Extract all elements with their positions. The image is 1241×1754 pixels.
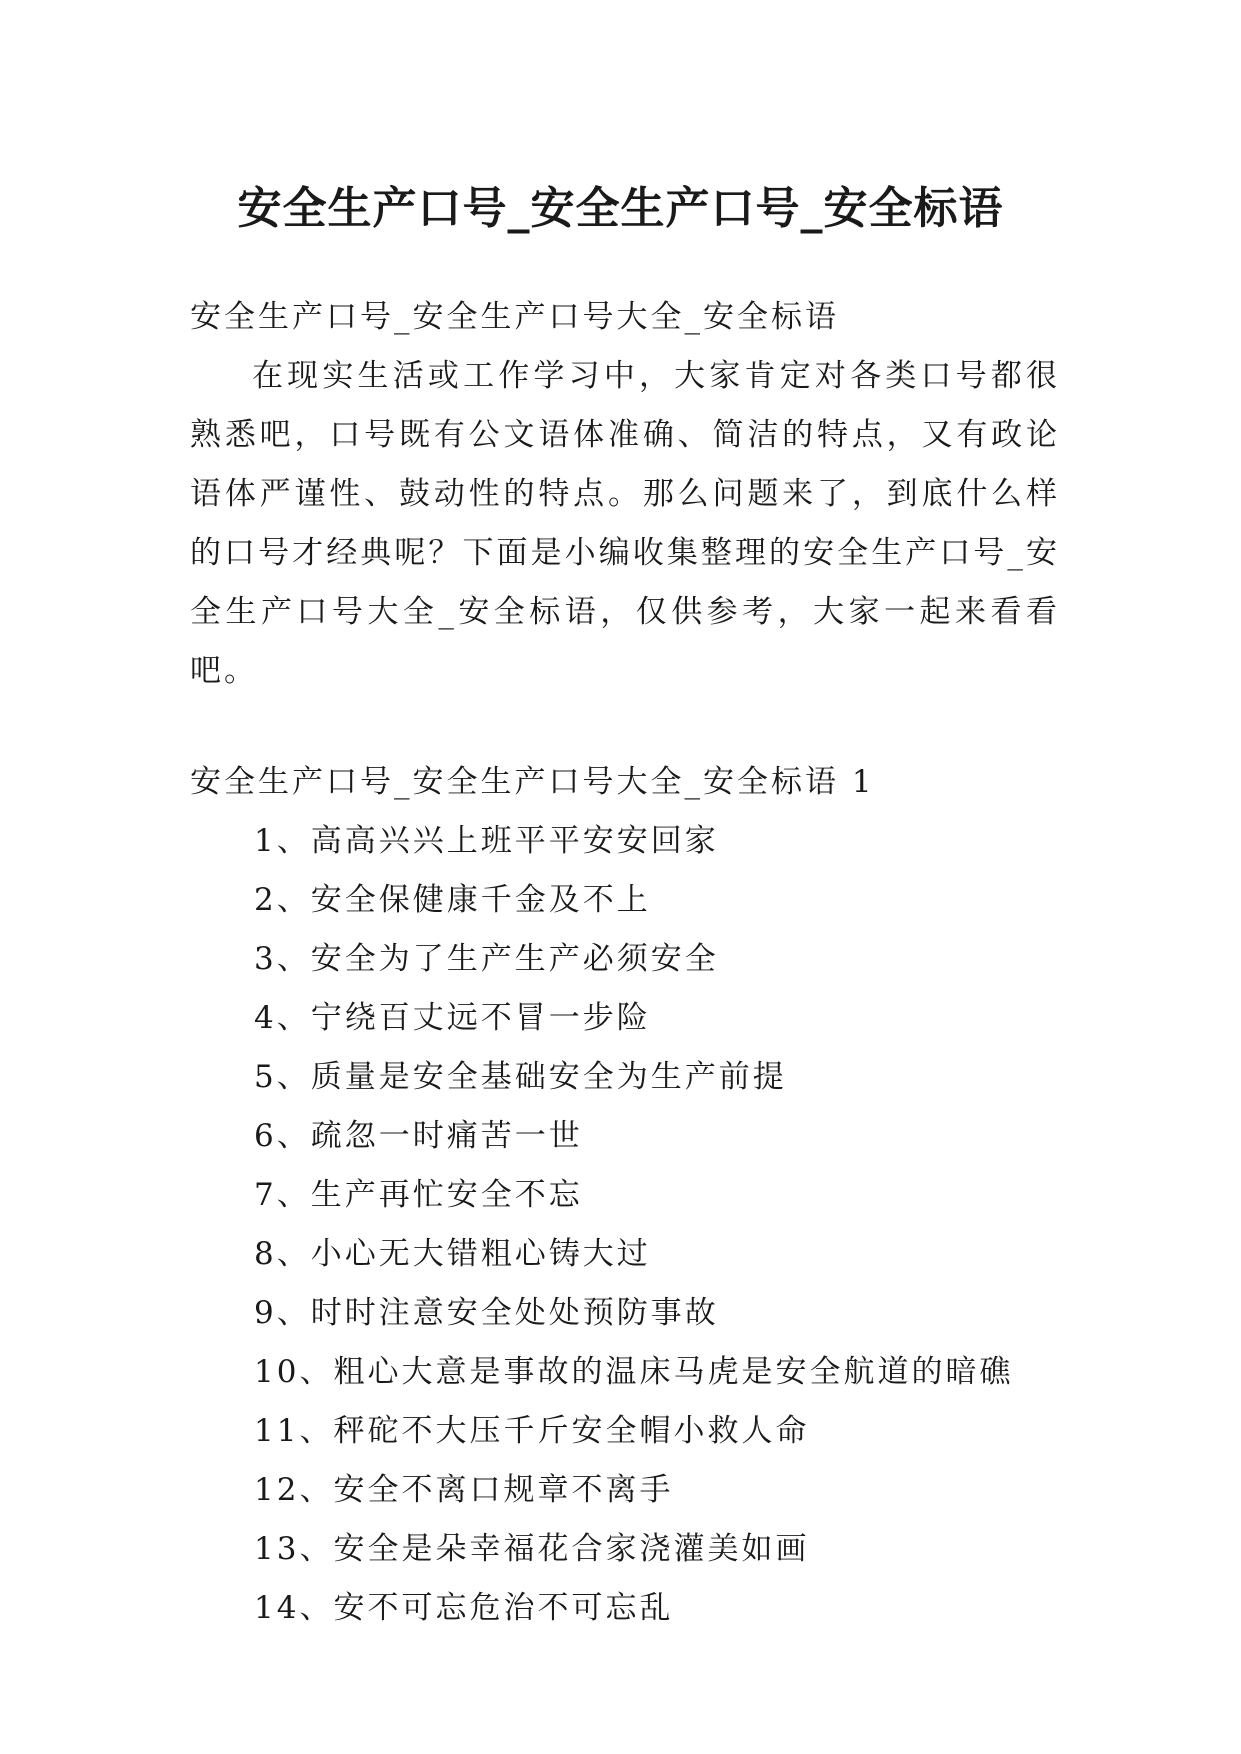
document-body [190,288,1060,1638]
slogan-item: 13、安全是朵幸福花合家浇灌美如画 [254,1531,810,1567]
document-subtitle: 安全生产口号_安全生产口号大全_安全标语 [190,299,839,335]
slogan-item: 12、安全不离口规章不离手 [254,1472,674,1508]
slogan-item: 1、高高兴兴上班平平安安回家 [254,823,719,859]
document-title: 安全生产口号_安全生产口号_安全标语 [237,183,1004,235]
slogan-item: 9、时时注意安全处处预防事故 [254,1295,719,1331]
slogan-item: 7、生产再忙安全不忘 [254,1177,583,1213]
slogan-item: 3、安全为了生产生产必须安全 [254,941,719,977]
slogan-item: 4、宁绕百丈远不冒一步险 [254,1000,651,1036]
slogan-list [190,812,1060,1638]
slogan-item: 10、粗心大意是事故的温床马虎是安全航道的暗礁 [254,1354,1014,1390]
intro-paragraph: 在现实生活或工作学习中，大家肯定对各类口号都很熟悉吧，口号既有公文语体准确、简洁的特点，又有政论语体严谨性、鼓动性的特点。那么问题来了，到底什么样的口号才经典呢？下面是小编收集整理的安全生产口号_安全生产口号大全_安全标语，仅供参考，大家一起来看看吧。 [190,358,1060,689]
slogan-item: 14、安不可忘危治不可忘乱 [254,1590,674,1626]
slogan-item: 8、小心无大错粗心铸大过 [254,1236,651,1272]
slogan-item: 11、秤砣不大压千斤安全帽小救人命 [254,1413,810,1449]
slogan-item: 2、安全保健康千金及不上 [254,882,651,918]
section-heading: 安全生产口号_安全生产口号大全_安全标语 1 [190,764,875,800]
slogan-item: 5、质量是安全基础安全为生产前提 [254,1059,787,1095]
slogan-item: 6、疏忽一时痛苦一世 [254,1118,583,1154]
